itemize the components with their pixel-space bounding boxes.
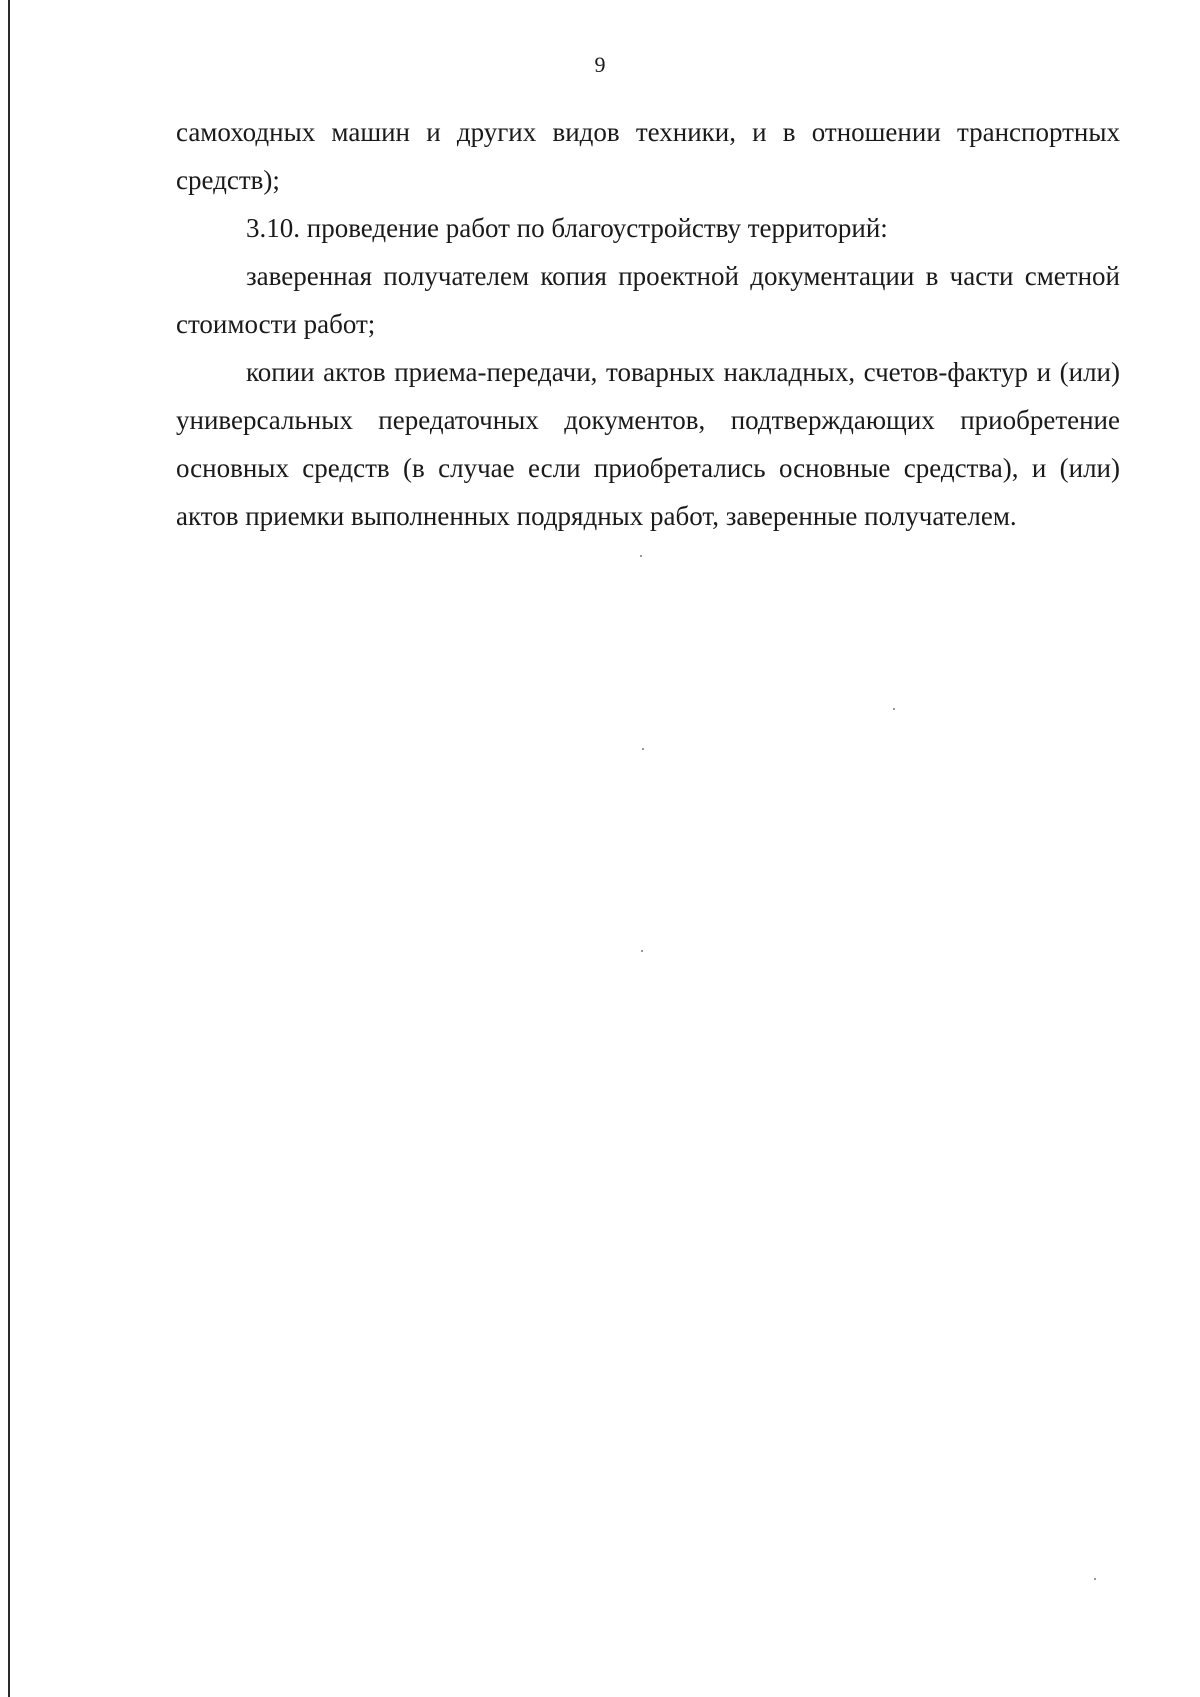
scan-left-edge	[8, 0, 10, 1697]
paragraph-design-documentation: заверенная получателем копия проектной документации в части сметной стоимости работ;	[176, 261, 1120, 339]
page-number: 9	[594, 52, 606, 77]
scan-speck	[641, 950, 643, 952]
scan-speck	[893, 708, 895, 710]
scan-speck	[642, 748, 644, 750]
paragraph-item-3-10: 3.10. проведение работ по благоустройству территорий:	[246, 213, 888, 243]
scan-speck	[640, 555, 642, 557]
scan-speck	[1094, 1578, 1096, 1580]
paragraph-continuation: самоходных машин и других видов техники, и в отношении транспортных средств);	[176, 117, 1120, 195]
document-body	[176, 108, 1120, 540]
paragraph-acceptance-acts: копии актов приема-передачи, товарных накладных, счетов-фактур и (или) универсальных передаточных документов, подтверждающих приобретение основных средств (в случае если приобретались основные средства), и (или) актов приемки выполненных подрядных работ, заверенные получателем.	[176, 357, 1120, 531]
